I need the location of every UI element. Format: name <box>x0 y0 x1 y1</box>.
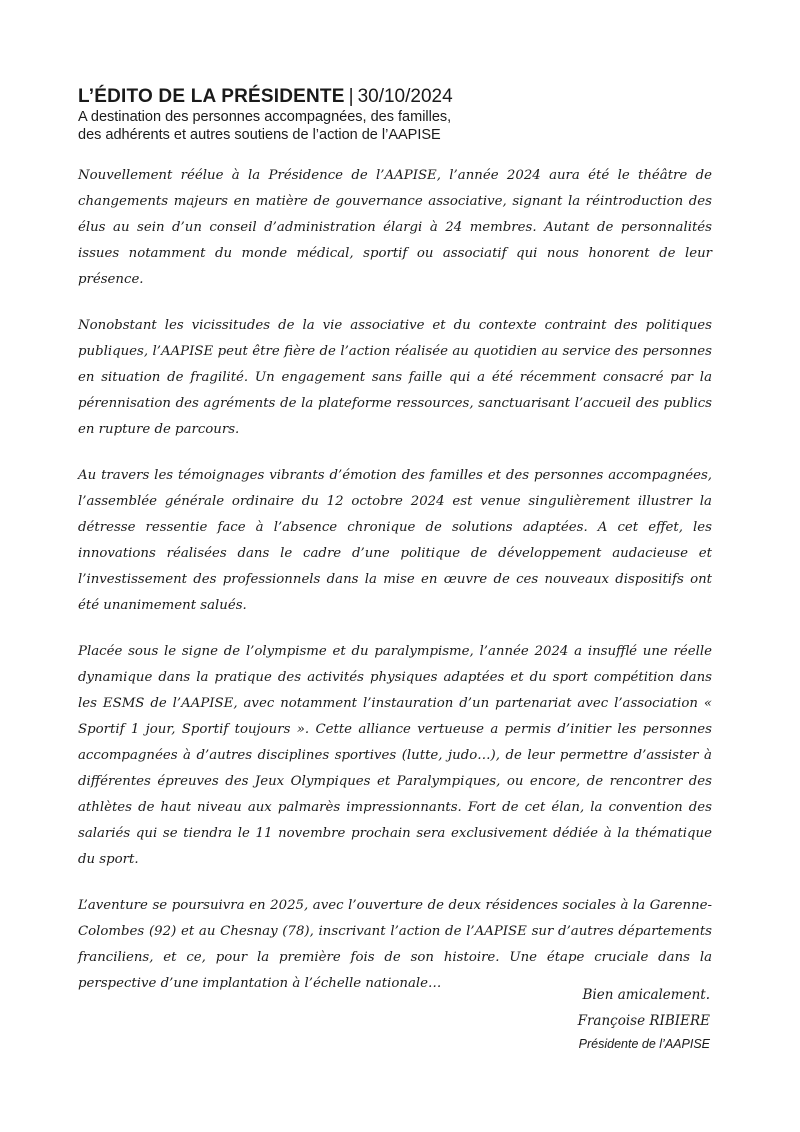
signatory-role: Présidente de l’AAPISE <box>578 1037 710 1051</box>
signature-block <box>578 982 710 1054</box>
title-line <box>78 86 738 108</box>
paragraph-5: L’aventure se poursuivra en 2025, avec l’ouverture de deux résidences sociales à la Garenne-Colombes (92) et au Chesnay (78), inscrivant l’action de l’AAPISE sur d’autres départements franciliens, et ce, pour la première fois de son histoire. Une étape cruciale dans la perspective d’une implantation à l’échelle nationale… <box>78 898 712 991</box>
paragraph-3: Au travers les témoignages vibrants d’émotion des familles et des personnes accompagnées, l’assemblée générale ordinaire du 12 octobre 2024 est venue singulièrement illustrer la détresse ressentie face à l’absence chronique de solutions adaptées. A cet effet, les innovations réalisées dans le cadre d’une politique de développement audacieuse et l’investissement des professionnels dans la mise en œuvre de ces nouveaux dispositifs ont été unanimement salués. <box>78 468 712 613</box>
paragraph-2: Nonobstant les vicissitudes de la vie associative et du contexte contraint des politiques publiques, l’AAPISE peut être fière de l’action réalisée au quotidien au service des personnes en situation de fragilité. Un engagement sans faille qui a été récemment consacré par la pérennisation des agréments de la plateforme ressources, sanctuarisant l’accueil des publics en rupture de parcours. <box>78 318 712 437</box>
paragraph-1: Nouvellement réélue à la Présidence de l’AAPISE, l’année 2024 aura été le théâtre de changements majeurs en matière de gouvernance associative, signant la réintroduction des élus au sein d’un conseil d’administration élargi à 24 membres. Autant de personnalités issues notamment du monde médical, sportif ou associatif qui nous honorent de leur présence. <box>78 168 712 287</box>
paragraph-4: Placée sous le signe de l’olympisme et du paralympisme, l’année 2024 a insufflé une réelle dynamique dans la pratique des activités physiques adaptées et du sport compétition dans les ESMS de l’AAPISE, avec notamment l’instauration d’un partenariat avec l’association « Sportif 1 jour, Sportif toujours ». Cette alliance vertueuse a permis d’initier les personnes accompagnées à d’autres disciplines sportives (lutte, judo…), de leur permettre d’assister à différentes épreuves des Jeux Olympiques et Paralympiques, ou encore, de rencontrer des athlètes de haut niveau aux palmarès impressionnants. Fort de cet élan, la convention des salariés qui se tiendra le 11 novembre prochain sera exclusivement dédiée à la thématique du sport. <box>78 644 712 867</box>
title-separator: | <box>348 86 354 107</box>
editorial-body <box>78 163 712 1017</box>
editorial-header <box>78 86 738 144</box>
subtitle-line-2: des adhérents et autres soutiens de l’action de l’AAPISE <box>78 127 441 143</box>
signatory-name: Françoise RIBIERE <box>577 1013 710 1029</box>
page-title: L’ÉDITO DE LA PRÉSIDENTE <box>78 86 345 107</box>
subtitle-line-1: A destination des personnes accompagnées, des familles, <box>78 109 452 125</box>
publication-date: 30/10/2024 <box>357 86 453 107</box>
closing-greeting: Bien amicalement. <box>582 987 710 1003</box>
